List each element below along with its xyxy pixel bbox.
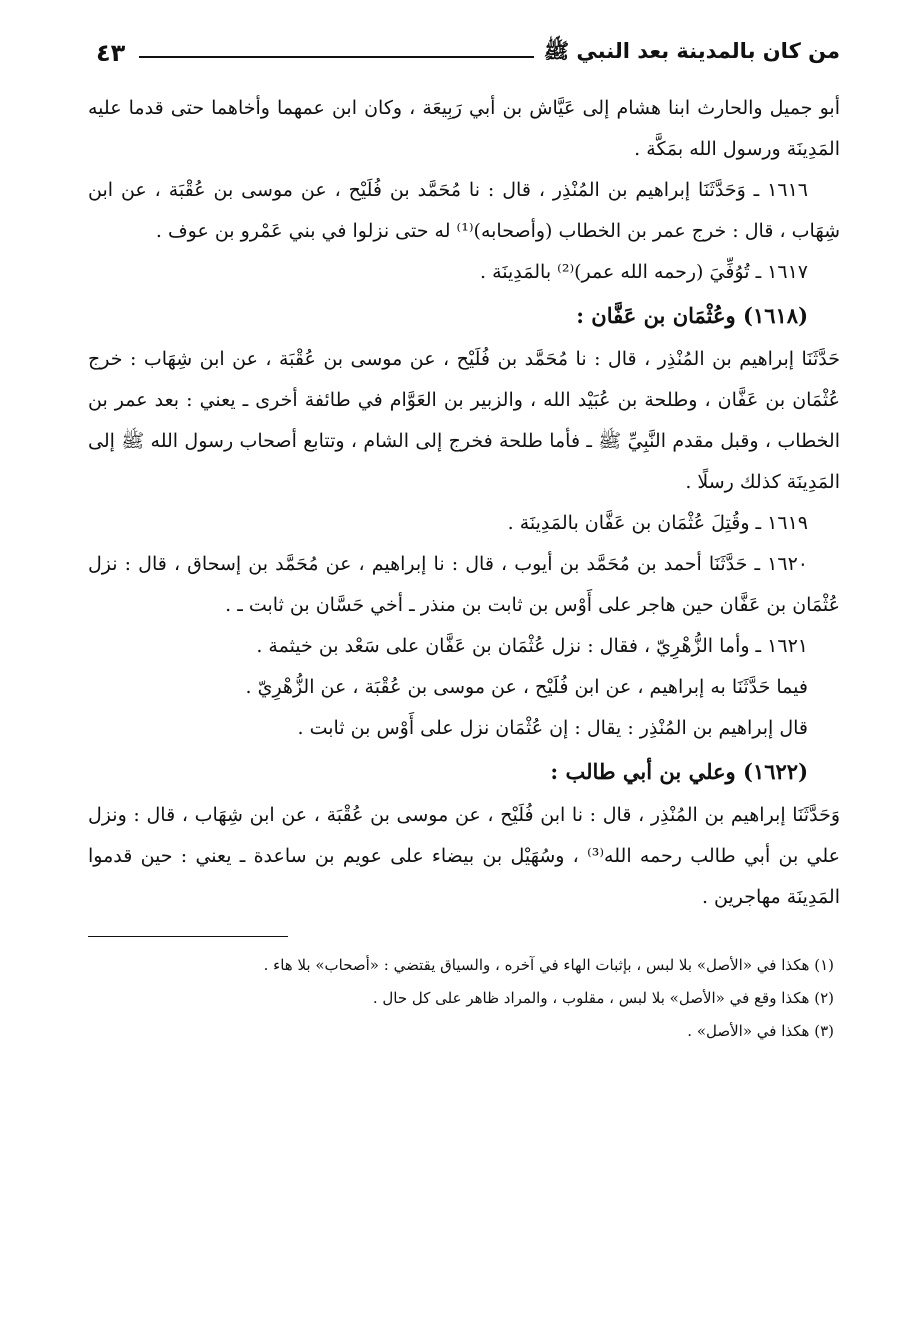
footnote-2: (٢) هكذا وقع في «الأصل» بلا لبس ، مقلوب ، والمراد ظاهر على كل حال . <box>372 989 834 1007</box>
hadith-1621-note: قال إبراهيم بن المُنْذِر : يقال : إن عُثْمَان نزل على أَوْس بن ثابت . <box>297 717 808 739</box>
hadith-1618-text: حَدَّثَنَا إبراهيم بن المُنْذِر ، قال : نا مُحَمَّد بن فُلَيْح ، عن موسى بن عُقْبَة ، عن ابن شِهَاب : خرج عُثْمَان بن عَفَّان ، وطلحة بن عُبَيْد الله ، والزبير بن العَوَّام في طائفة أخرى ـ يعني : بعد عمر بن الخطاب ، وقبل مقدم النَّبِيِّ ﷺ ـ فأما طلحة فخرج إلى الشام ، وتتابع أصحاب رسول الله ﷺ إلى المَدِينَة كذلك رسلًا . <box>88 348 840 493</box>
hadith-1617: ١٦١٧ ـ تُوُفِّيَ (رحمه الله عمر)⁽²⁾ بالمَدِينَة . <box>480 261 808 283</box>
footnote-3: (٣) هكذا في «الأصل» . <box>687 1022 834 1040</box>
footnotes <box>88 949 840 1048</box>
hadith-1621-chain: فيما حَدَّثَنَا به إبراهيم ، عن ابن فُلَيْح ، عن موسى بن عُقْبَة ، عن الزُّهْرِيّ . <box>245 676 808 698</box>
hadith-1621: ١٦٢١ ـ وأما الزُّهْرِيّ ، فقال : نزل عُثْمَان بن عَفَّان على سَعْد بن خيثمة . <box>256 635 808 657</box>
hadith-1616: ١٦١٦ ـ وَحَدَّثَنَا إبراهيم بن المُنْذِر ، قال : نا مُحَمَّد بن فُلَيْح ، عن موسى بن عُقْبَة ، عن ابن شِهَاب ، قال : خرج عمر بن الخطاب (وأصحابه)⁽¹⁾ له حتى نزلوا في بني عَمْرو بن عوف . <box>88 179 840 242</box>
section-heading-ali: (١٦٢٢) وعلي بن أبي طالب : <box>550 759 808 784</box>
hadith-1622-text: وَحَدَّثَنَا إبراهيم بن المُنْذِر ، قال : نا ابن فُلَيْح ، عن موسى بن عُقْبَة ، عن ابن شِهَاب ، قال : ونزل علي بن أبي طالب رحمه الله⁽³⁾ ، وسُهَيْل بن بيضاء على عويم بن ساعدة ـ يعني : حين قدموا المَدِينَة مهاجرين . <box>88 804 841 908</box>
page-header <box>88 28 840 78</box>
section-heading-uthman: (١٦١٨) وعُثْمَان بن عَفَّان : <box>576 303 808 328</box>
document-page <box>88 28 840 1318</box>
running-title: من كان بالمدينة بعد النبي ﷺ <box>543 38 840 63</box>
main-text <box>88 88 840 918</box>
footnote-1: (١) هكذا في «الأصل» بلا لبس ، بإثبات الهاء في آخره ، والسياق يقتضي : «أصحاب» بلا هاء . <box>263 956 834 974</box>
paragraph-continuation: أبو جميل والحارث ابنا هشام إلى عَيَّاش بن أبي رَبِيعَة ، وكان ابن عمهما وأخاهما حتى قدما عليه المَدِينَة ورسول الله بمَكَّة . <box>88 97 840 160</box>
header-rule <box>139 56 533 58</box>
hadith-1620: ١٦٢٠ ـ حَدَّثَنَا أحمد بن مُحَمَّد بن أيوب ، قال : نا إبراهيم ، عن مُحَمَّد بن إسحاق ، قال : نزل عُثْمَان بن عَفَّان حين هاجر على أَوْس بن ثابت بن منذر ـ أخي حَسَّان بن ثابت ـ . <box>88 553 840 616</box>
footnote-separator <box>88 936 288 937</box>
page-number: ٤٣ <box>96 39 126 67</box>
hadith-1619: ١٦١٩ ـ وقُتِلَ عُثْمَان بن عَفَّان بالمَدِينَة . <box>507 512 808 534</box>
